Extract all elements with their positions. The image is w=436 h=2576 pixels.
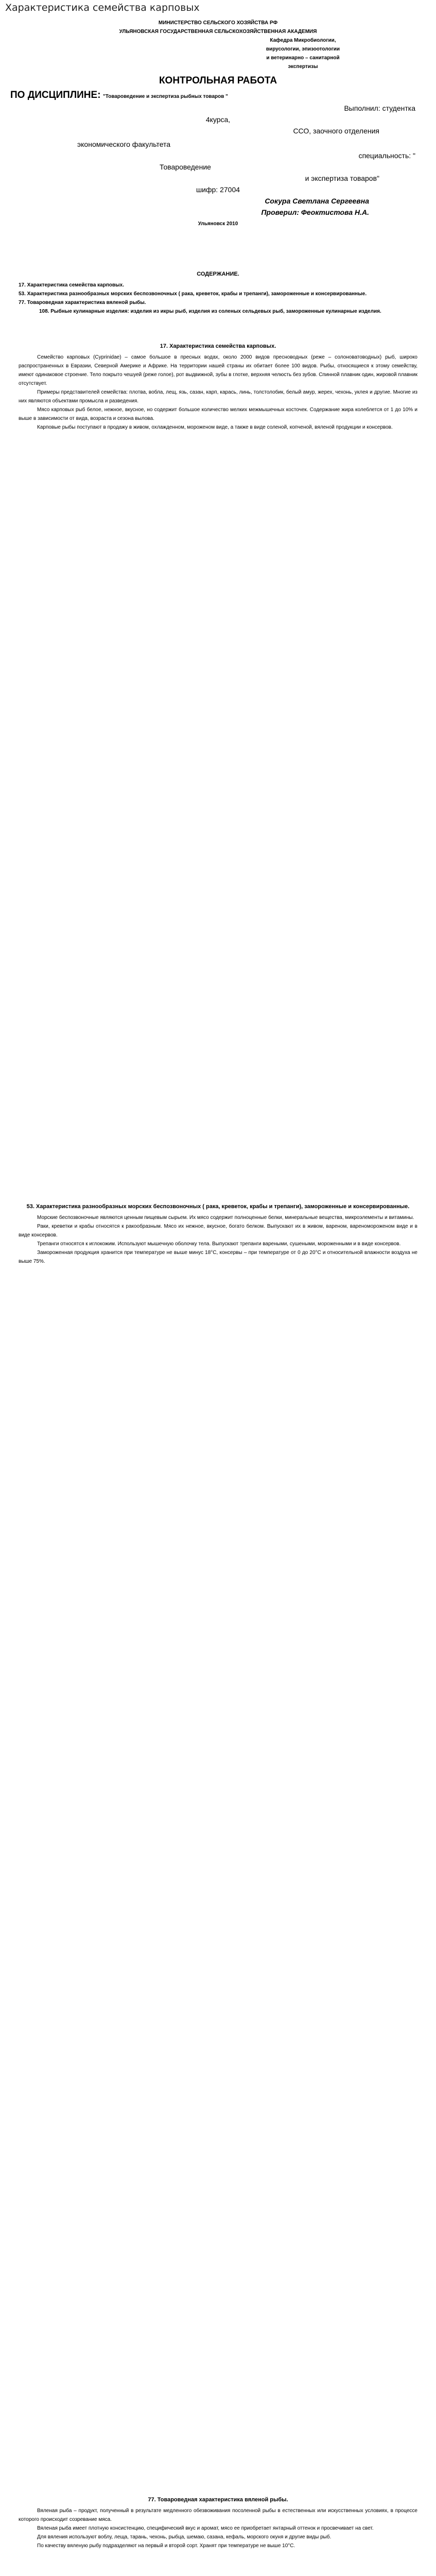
code-line: шифр: 27004 [196,185,240,194]
section-heading: 17. Характеристика семейства карповых. [160,343,276,349]
faculty-line: экономического факультета [77,140,171,148]
spec-line-3: и экспертиза товаров" [305,174,379,182]
spec-line-2: Товароведение [160,163,211,171]
paragraph: Вяленая рыба имеет плотную консистенцию, специфический вкус и аромат, мясо ее приобретает янтарный оттенок и просвечивает на свет. [37,2526,374,2531]
dept-line-1: Кафедра Микробиологии, [270,38,336,43]
dept-line-3: и ветеринарно – санитарной [266,55,340,61]
checked-line: Проверил: Феоктистова Н.А. [261,208,369,216]
city-line: Ульяновск 2010 [198,221,238,227]
toc-item: 77. Товароведная характеристика вяленой рыбы. [19,300,146,306]
toc-item: 17. Характеристика семейства карповых. [19,282,125,288]
discipline-value: "Товароведение и экспертиза рыбных товаров " [102,94,228,99]
sso-line: ССО, заочного отделения [293,127,379,135]
toc-item: 108. Рыбные кулинарные изделия: изделия из икры рыб, изделия из соленых сельдевых рыб, замороженные кулинарные изделия. [39,309,381,314]
paragraph: Семейство карповых (Cyprinidae) – самое большое в пресных водах, около 2000 видов пресноводных (реже – солоноватоводных) рыб, широко распространенных в Евразии, Северной Америке и Африке. На территории нашей страны их обитает более 100 видов. Рыбы, относящиеся к этому семейству, имеют одинаковое строение. Тело покрыто чешуей (реже голое), рот выдвижной, зубы в глотке, верхняя челюсть без зубов. Спинной плавник один, жировой плавник отсутствует. [19,354,417,386]
dept-line-2: вирусологии, эпизоотологии [266,46,340,52]
paragraph: Раки, креветки и крабы относятся к ракообразным. Мясо их нежное, вкусное, богато белком. Выпускают их в живом, вареном, вареномороженом виде и в виде консервов. [19,1224,417,1238]
document-header-title: Характеристика семейства карповых [5,2,200,13]
performed-line: Выполнил: студентка [344,104,415,112]
section-77 [19,2494,417,2550]
section-heading: 53. Характеристика разнообразных морских беспозвоночных ( рака, креветок, крабы и трепанги), замороженные и консервированные. [26,1204,410,1210]
paragraph: Карповые рыбы поступают в продажу в живом, охлажденном, мороженом виде, а также в виде соленой, копченой, вяленой продукции и консервов. [37,425,393,430]
paragraph: Морские беспозвоночные являются ценным пищевым сырьем. Их мясо содержит полноценные белки, минеральные вещества, микроэлементы и витамины. [37,1215,414,1221]
paragraph: Замороженная продукция хранится при температуре не выше минус 18°С, консервы – при температуре от 0 до 20°С и относительной влажности воздуха не выше 75%. [19,1250,417,1264]
section-17 [19,340,417,432]
title-block [0,19,436,228]
discipline-line [0,90,436,101]
paragraph: Для вяления используют воблу, леща, тарань, чехонь, рыбца, шемаю, сазана, кефаль, морского окуня и другие виды рыб. [37,2534,332,2540]
paragraph: Мясо карповых рыб белое, нежное, вкусное, но содержит большое количество мелких межмышечных косточек. Содержание жира колеблется от 1 до 10% и выше в зависимости от вида, возраста и сезона вылова. [19,407,417,421]
spec-line: специальность: " [358,151,415,160]
toc-title: СОДЕРЖАНИЕ. [197,271,239,277]
paragraph: Вяленая рыба – продукт, полученный в результате медленного обезвоживания посоленной рыбы в естественных или искусственных условиях, в процессе которого происходит созревание мяса. [19,2508,417,2522]
paragraph: Примеры представителей семейства: плотва, вобла, лещ, язь, сазан, карп, карась, линь, толстолобик, белый амур, жерех, чехонь, уклея и другие. Многие из них являются объектами промысла и разведения. [19,389,417,404]
toc-item: 53. Характеристика разнообразных морских беспозвоночных ( рака, креветок, крабы и трепанги), замороженные и консервированные. [19,291,367,297]
work-title: КОНТРОЛЬНАЯ РАБОТА [159,75,277,86]
dept-line-4: экспертизы [288,64,318,70]
section-heading: 77. Товароведная характеристика вяленой рыбы. [148,2497,288,2503]
author-line: Сокура Светлана Сергеевна [265,197,369,205]
paragraph: Трепанги относятся к иглокожим. Используют мышечную оболочку тела. Выпускают трепанги вареными, сушеными, мороженными и в виде консервов. [37,1241,401,1247]
academy-line: УЛЬЯНОВСКАЯ ГОСУДАРСТВЕННАЯ СЕЛЬСКОХОЗЯЙСТВЕННАЯ АКАДЕМИЯ [119,29,317,35]
course-line: 4курса, [205,115,231,124]
ministry-line: МИНИСТЕРСТВО СЕЛЬСКОГО ХОЗЯЙСТВА РФ [158,20,278,26]
discipline-label: ПО ДИСЦИПЛИНЕ: [10,90,101,100]
paragraph: По качеству вяленую рыбу подразделяют на первый и второй сорт. Хранят при температуре не выше 10°С. [37,2543,295,2549]
section-53 [19,1200,417,1266]
toc [19,268,417,316]
